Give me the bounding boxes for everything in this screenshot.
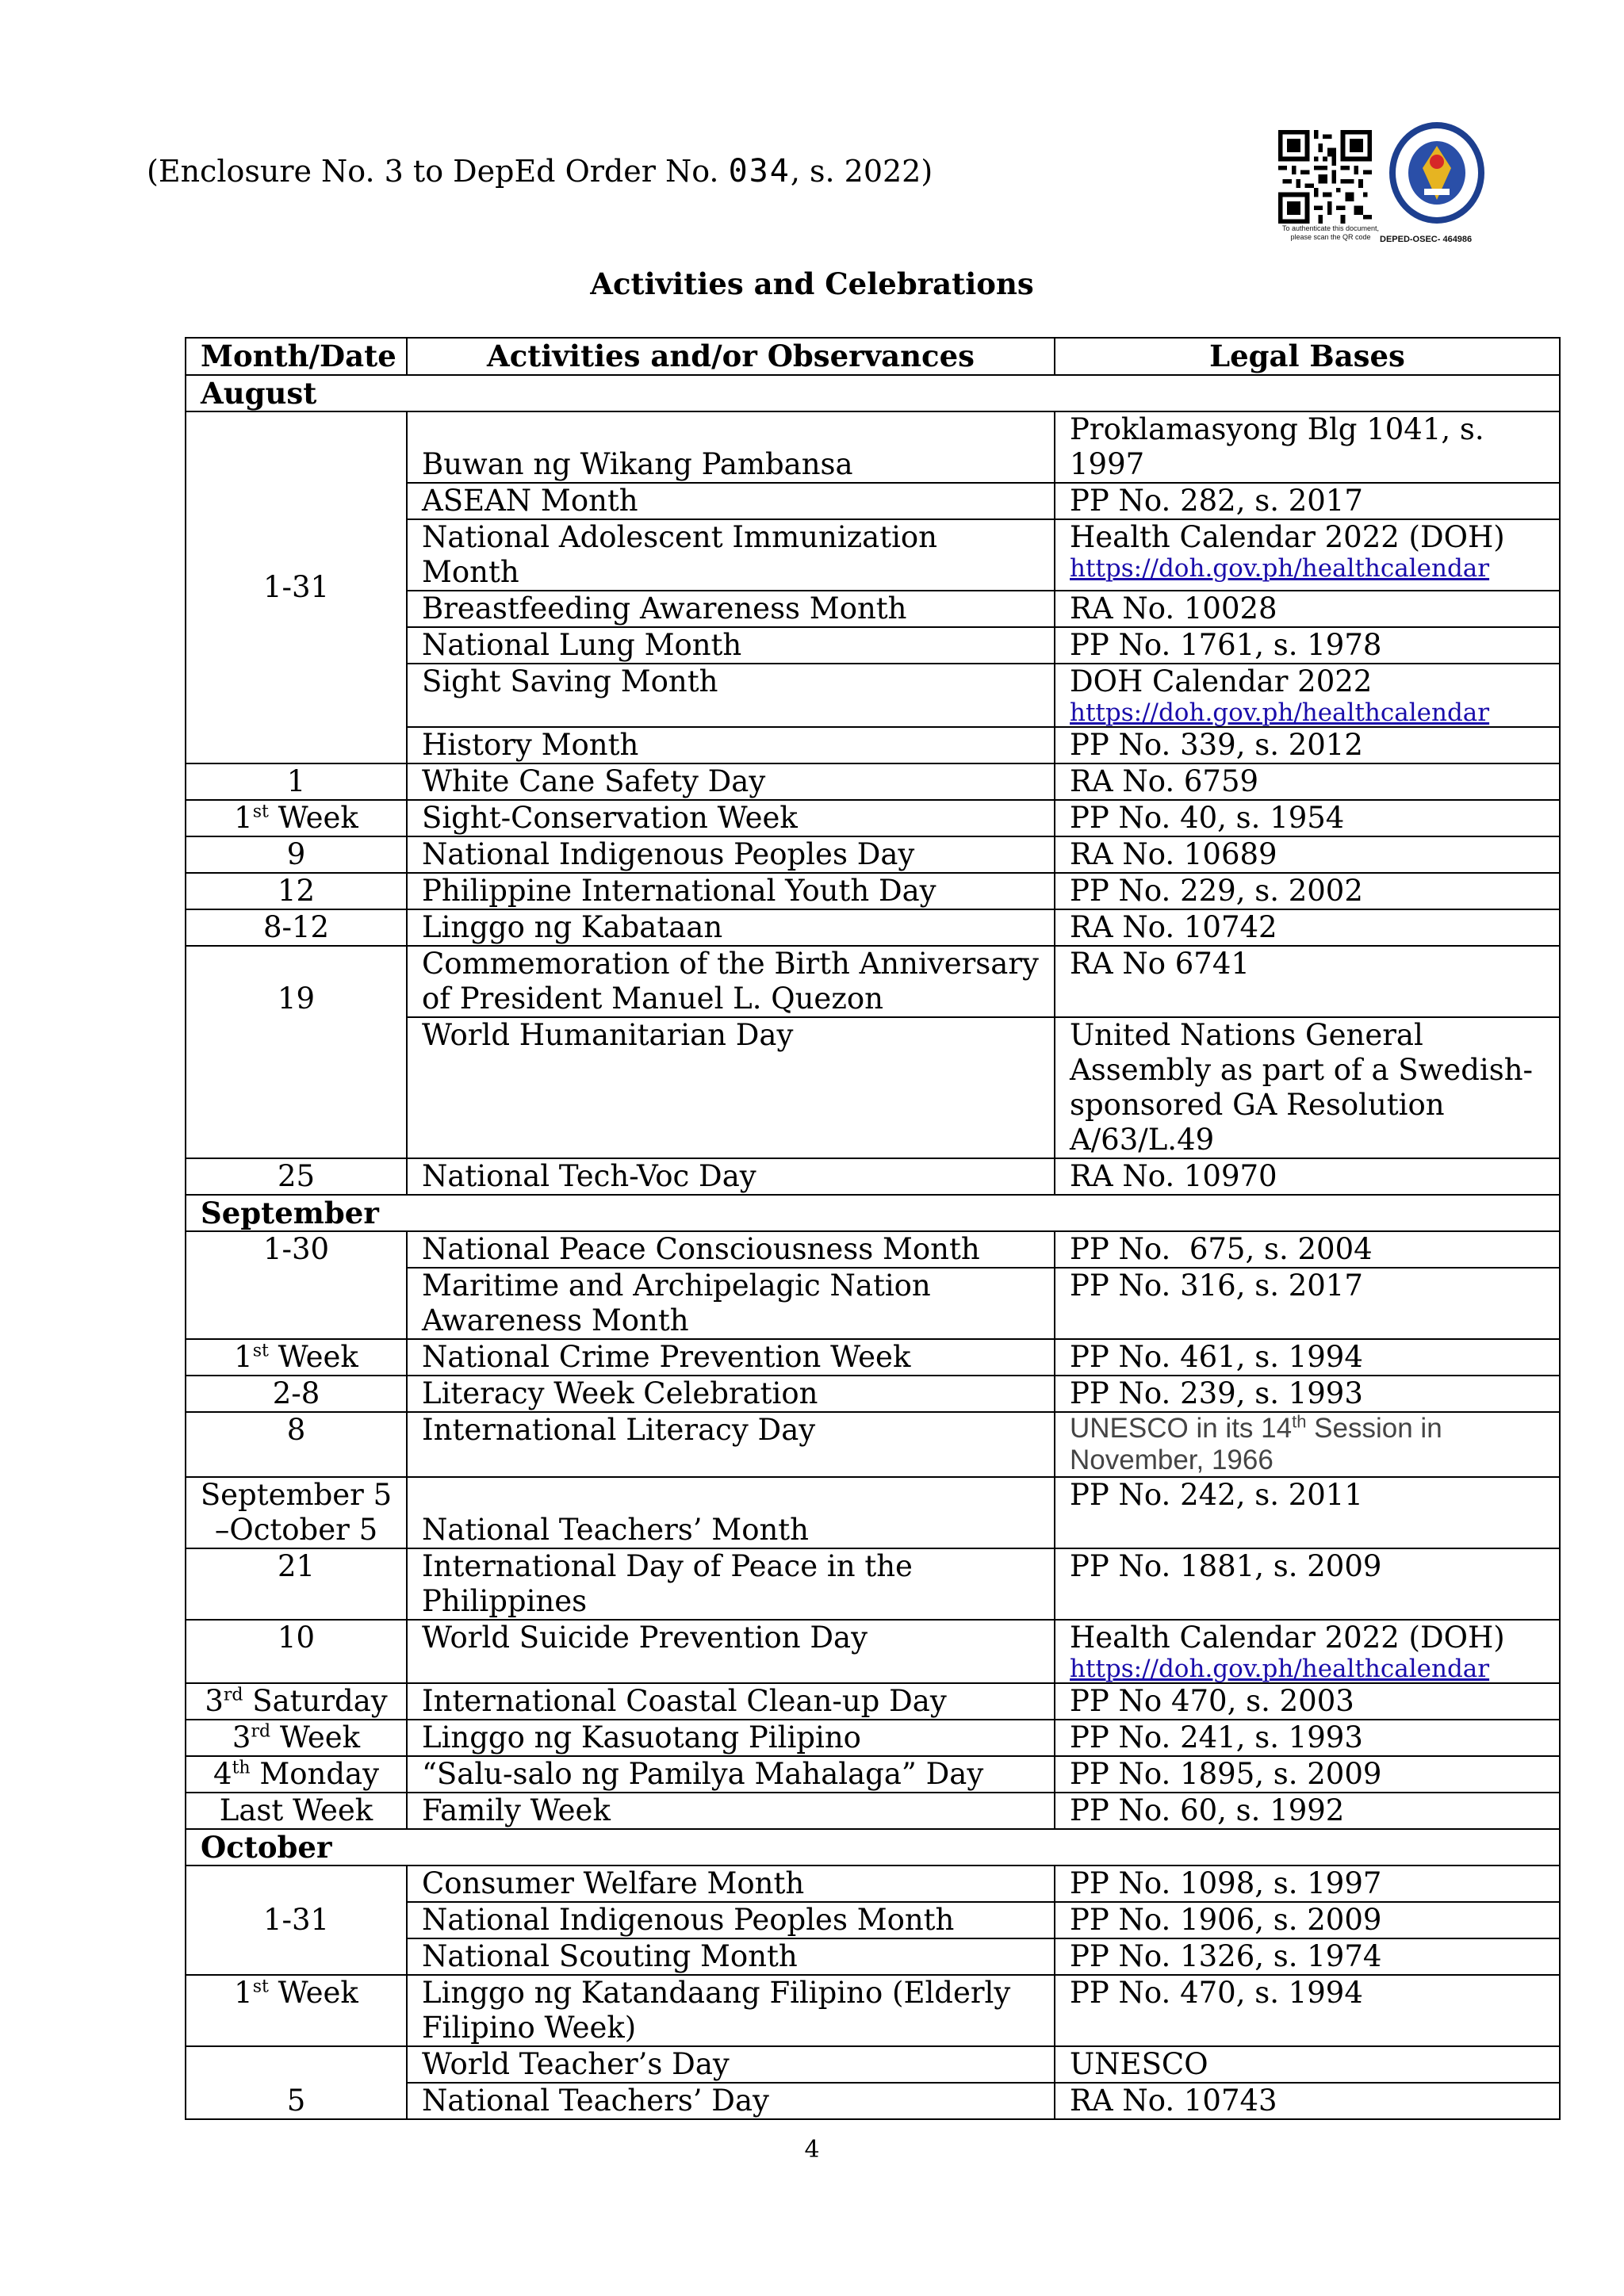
document-title: Activities and Celebrations [590,266,1034,301]
date-cell: 12 [186,873,407,909]
activity-cell [407,1268,1055,1339]
activity-cell: Linggo ng Kabataan [407,909,1055,946]
legal-cell: PP No. 229, s. 2002 [1055,873,1560,909]
table-row [186,946,1560,1017]
date-cell: 25 [186,1158,407,1195]
table-row [186,1866,1560,1902]
qr-caption-line-1: To authenticate this document, [1281,224,1380,232]
activity-cell: Sight-Conservation Week [407,800,1055,836]
legal-cell: RA No. 10742 [1055,909,1560,946]
table-row [186,1548,1560,1620]
legal-cell: PP No. 242, s. 2011 [1055,1477,1560,1548]
activity-cell: National Adolescent Immunization Month [407,519,1055,591]
table-row [186,1683,1560,1720]
month-label: August [186,375,1560,411]
table-row [186,1477,1560,1548]
date-cell: 19 [186,946,407,1158]
activity-cell: World Teacher’s Day [407,2046,1055,2083]
activity-cell: Philippine International Youth Day [407,873,1055,909]
activity-line: International Day of Peace in the [422,1549,913,1583]
date-cell: 2-8 [186,1376,407,1412]
legal-cell: PP No. 60, s. 1992 [1055,1793,1560,1829]
month-label: October [186,1829,1560,1866]
legal-cell: PP No. 1895, s. 2009 [1055,1756,1560,1793]
legal-text: Session in [1306,1413,1442,1444]
month-row [186,1829,1560,1866]
table-row [186,2046,1560,2083]
legal-line: DOH Calendar 2022 [1070,664,1373,698]
activity-cell: Linggo ng Kasuotang Pilipino [407,1720,1055,1756]
table-row [186,1339,1560,1376]
legal-cell [1055,1412,1560,1477]
date-cell [186,1756,407,1793]
date-cell: 1-31 [186,411,407,763]
enclosure-prefix: (Enclosure No. 3 to DepEd Order No. [147,154,729,189]
activity-cell: World Suicide Prevention Day [407,1620,1055,1683]
date-cell: 21 [186,1548,407,1620]
column-header: Month/Date [186,338,407,375]
order-number: 034 [728,153,791,189]
legal-line: November, 1966 [1070,1445,1274,1475]
date-ordinal: st [252,1341,269,1361]
date-cell: Last Week [186,1793,407,1829]
table-row [186,1720,1560,1756]
table-row [186,1158,1560,1195]
activity-cell: International Coastal Clean-up Day [407,1683,1055,1720]
activity-cell: Literacy Week Celebration [407,1376,1055,1412]
legal-line: Health Calendar 2022 (DOH) [1070,1621,1505,1655]
legal-line: Health Calendar 2022 (DOH) [1070,520,1505,554]
activity-cell: Breastfeeding Awareness Month [407,591,1055,627]
legal-cell: PP No. 1881, s. 2009 [1055,1548,1560,1620]
table-row [186,873,1560,909]
table-row [186,763,1560,800]
health-calendar-link[interactable]: https://doh.gov.ph/healthcalendar [1070,554,1490,583]
activity-cell [407,1548,1055,1620]
legal-cell: RA No. 10689 [1055,836,1560,873]
qr-code-icon[interactable] [1278,130,1372,224]
legal-cell: PP No. 1906, s. 2009 [1055,1902,1560,1938]
date-ordinal: st [252,1976,269,1997]
table-row [186,1376,1560,1412]
legal-line: A/63/L.49 [1070,1123,1215,1157]
activity-cell: National Teachers’ Day [407,2083,1055,2119]
activities-table [185,337,1561,2120]
date-word: Week [270,1720,361,1755]
date-cell [186,1720,407,1756]
table-row [186,1756,1560,1793]
date-cell: 1 [186,763,407,800]
legal-cell: PP No. 316, s. 2017 [1055,1268,1560,1339]
activity-cell: National Teachers’ Month [407,1477,1055,1548]
date-cell: 5 [186,2046,407,2119]
activity-cell: Buwan ng Wikang Pambansa [407,411,1055,483]
activity-line: Maritime and Archipelagic Nation [422,1269,931,1303]
legal-line: sponsored GA Resolution [1070,1088,1445,1122]
legal-cell: PP No. 470, s. 1994 [1055,1975,1560,2046]
date-cell [186,1683,407,1720]
legal-line: Proklamasyong Blg 1041, s. [1070,412,1484,446]
date-cell: 8 [186,1412,407,1477]
date-ordinal: rd [223,1685,243,1705]
table-row [186,909,1560,946]
legal-cell: PP No. 339, s. 2012 [1055,727,1560,763]
date-ordinal: st [252,802,269,822]
activity-cell: White Cane Safety Day [407,763,1055,800]
legal-cell: PP No. 241, s. 1993 [1055,1720,1560,1756]
activity-cell: “Salu-salo ng Pamilya Mahalaga” Day [407,1756,1055,1793]
legal-line: 1997 [1070,447,1145,481]
date-ordinal: th [232,1758,251,1778]
activity-cell: National Peace Consciousness Month [407,1231,1055,1268]
legal-cell: PP No. 675, s. 2004 [1055,1231,1560,1268]
activity-cell: National Indigenous Peoples Day [407,836,1055,873]
table-header-row [186,338,1560,375]
date-number: 3 [205,1684,224,1718]
column-header: Activities and/or Observances [407,338,1055,375]
date-ordinal: rd [251,1721,271,1742]
activity-cell [407,1975,1055,2046]
activity-cell [407,946,1055,1017]
legal-cell: PP No. 1326, s. 1974 [1055,1938,1560,1975]
activity-line: Linggo ng Katandaang Filipino (Elderly [422,1976,1011,2010]
table-row [186,1975,1560,2046]
activity-cell: Family Week [407,1793,1055,1829]
table-row [186,1620,1560,1683]
legal-line [1070,1413,1545,1445]
month-label: September [186,1195,1560,1231]
legal-cell: RA No. 10970 [1055,1158,1560,1195]
date-word: Week [268,1340,358,1374]
table-row [186,1231,1560,1268]
date-number: 1 [234,1340,253,1374]
legal-cell: RA No. 10028 [1055,591,1560,627]
legal-line: United Nations General [1070,1018,1423,1052]
qr-caption-line-2: please scan the QR code [1290,233,1371,241]
enclosure-line [147,153,933,189]
activity-cell: World Humanitarian Day [407,1017,1055,1158]
month-row [186,1195,1560,1231]
date-cell: 1-31 [186,1866,407,1975]
date-line: September 5 [200,1478,393,1512]
date-cell [186,1477,407,1548]
legal-cell: PP No. 282, s. 2017 [1055,483,1560,519]
activity-line: Filipino Week) [422,2011,637,2045]
date-word: Week [268,1976,358,2010]
seal-code: DEPED-OSEC- 464986 [1380,235,1473,244]
date-cell: 8-12 [186,909,407,946]
legal-cell: UNESCO [1055,2046,1560,2083]
legal-cell: RA No. 10743 [1055,2083,1560,2119]
legal-cell: PP No. 461, s. 1994 [1055,1339,1560,1376]
activity-cell: History Month [407,727,1055,763]
deped-seal-icon [1386,121,1488,228]
legal-cell: RA No. 6759 [1055,763,1560,800]
column-header: Legal Bases [1055,338,1560,375]
activity-cell: National Lung Month [407,627,1055,664]
legal-cell: PP No. 239, s. 1993 [1055,1376,1560,1412]
legal-line: Assembly as part of a Swedish- [1070,1053,1534,1087]
date-number: 1 [234,801,253,835]
activity-line: Awareness Month [422,1303,689,1337]
table-row [186,411,1560,483]
activity-cell: National Crime Prevention Week [407,1339,1055,1376]
legal-cell: PP No 470, s. 2003 [1055,1683,1560,1720]
legal-cell: PP No. 1098, s. 1997 [1055,1866,1560,1902]
date-cell: 9 [186,836,407,873]
date-number: 1 [234,1976,253,2010]
activity-cell: International Literacy Day [407,1412,1055,1477]
table-row [186,1412,1560,1477]
table-row [186,836,1560,873]
date-cell [186,1339,407,1376]
legal-text: UNESCO in its 14 [1070,1413,1293,1444]
legal-cell: PP No. 1761, s. 1978 [1055,627,1560,664]
table-row [186,1793,1560,1829]
date-cell: 1-30 [186,1231,407,1339]
legal-ordinal: th [1292,1411,1307,1432]
activity-cell: National Scouting Month [407,1938,1055,1975]
legal-cell [1055,1620,1560,1683]
page-number: 4 [804,2136,820,2164]
activity-cell: National Tech-Voc Day [407,1158,1055,1195]
month-row [186,375,1560,411]
legal-cell [1055,519,1560,591]
legal-cell: RA No 6741 [1055,946,1560,1017]
date-number: 3 [232,1720,251,1755]
legal-cell: PP No. 40, s. 1954 [1055,800,1560,836]
enclosure-suffix: , s. 2022) [790,154,933,189]
date-line: –October 5 [214,1513,378,1547]
legal-cell [1055,411,1560,483]
activity-cell: Consumer Welfare Month [407,1866,1055,1902]
activity-line: of President Manuel L. Quezon [422,982,883,1016]
date-cell: 10 [186,1620,407,1683]
date-cell [186,1975,407,2046]
legal-cell [1055,664,1560,727]
health-calendar-link[interactable]: https://doh.gov.ph/healthcalendar [1070,698,1490,727]
activity-cell: Sight Saving Month [407,664,1055,727]
activity-cell: ASEAN Month [407,483,1055,519]
legal-cell [1055,1017,1560,1158]
qr-caption [1267,224,1394,242]
activity-cell: National Indigenous Peoples Month [407,1902,1055,1938]
date-word: Saturday [243,1684,388,1718]
activity-line: Philippines [422,1584,588,1618]
table-row [186,800,1560,836]
date-cell [186,800,407,836]
health-calendar-link[interactable]: https://doh.gov.ph/healthcalendar [1070,1655,1490,1683]
activity-line: Commemoration of the Birth Anniversary [422,947,1039,981]
date-word: Monday [250,1757,379,1791]
date-number: 4 [213,1757,232,1791]
date-word: Week [268,801,358,835]
